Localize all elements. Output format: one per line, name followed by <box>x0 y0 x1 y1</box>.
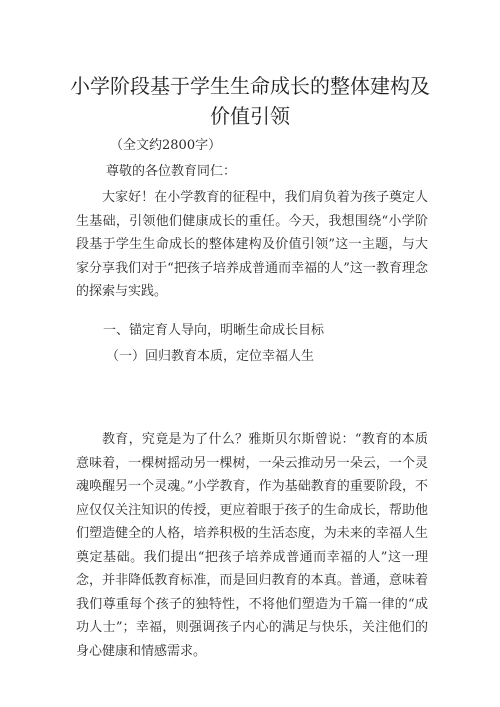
word-count-note: （全文约2800字） <box>110 138 222 153</box>
document-title: 小学阶段基于学生生命成长的整体建构及价值引领 <box>70 74 430 129</box>
salutation: 尊敬的各位教育同仁： <box>106 164 237 179</box>
body-paragraph: 教育，究竟是为了什么？雅斯贝尔斯曾说：“教育的本质意味着，一棵树摇动另一棵树，一朵云推动另一朵云，一个灵魂唤醒另一个灵魂。”小学教育，作为基础教育的重要阶段，不应仅仅关注知识的传授，更应着眼于孩子的生命成长，帮助他们塑造健全的人格，培养积极的生活态度，为未来的幸福人生奠定基础。我们提出“把孩子培养成普通而幸福的人”这一理念，并非降低教育标准，而是回归教育的本真。普通，意味着我们尊重每个孩子的独特性，不将他们塑造为千篇一律的“成功人士”；幸福，则强调孩子内心的满足与快乐，关注他们的身心健康和情感需求。 <box>76 432 428 659</box>
section-heading: 一、锚定育人导向，明晰生命成长目标 <box>103 323 325 338</box>
opening-paragraph: 大家好！在小学教育的征程中，我们肩负着为孩子奠定人生基础，引领他们健康成长的重任。今天，我想围绕“小学阶段基于学生生命成长的整体建构及价值引领”这一主题，与大家分享我们对于“把孩子培养成普通而幸福的人”这一教育理念的探索与实践。 <box>76 190 428 299</box>
subsection-heading: （一）回归教育本质，定位幸福人生 <box>106 349 315 364</box>
